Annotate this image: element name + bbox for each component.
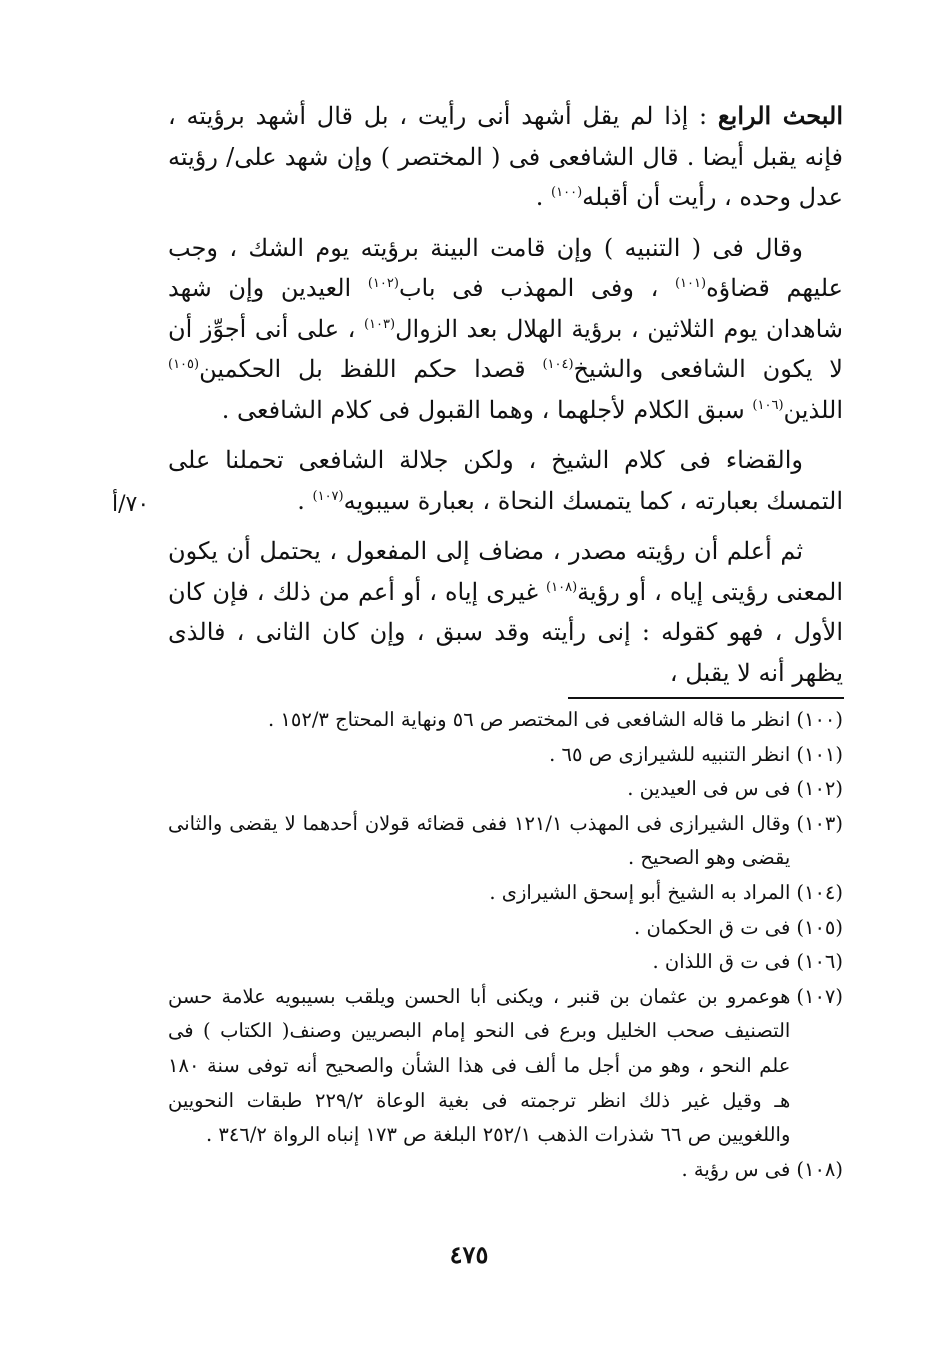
text-segment: قصدا حكم اللفظ بل الحكمين xyxy=(199,355,543,383)
footnote-text: وقال الشيرازى فى المهذب ١٢١/١ ففى قضائه قولان أحدهما لا يقضى والثانى يقضى وهو الصحيح . xyxy=(168,811,791,870)
footnote-ref[interactable]: (١٠١) xyxy=(674,276,707,291)
footnote-text: فى ت ق الحكمان . xyxy=(634,915,791,939)
section-heading: البحث الرابع xyxy=(717,101,843,130)
footnote-text: فى س رؤية . xyxy=(681,1157,791,1181)
main-text xyxy=(168,96,843,703)
footnote-text: المراد به الشيخ أبو إسحق الشيرازى . xyxy=(489,880,791,904)
footnote-item xyxy=(168,911,843,946)
paragraph-1 xyxy=(168,96,843,218)
footnote-item xyxy=(168,703,843,738)
paragraph-2 xyxy=(168,228,843,431)
footnote-ref[interactable]: (١٠٤) xyxy=(542,357,574,372)
text-segment: اللذين xyxy=(783,395,843,424)
text-segment: سبق الكلام لأجلهما ، وهما القبول فى كلام الشافعى . xyxy=(221,395,753,424)
footnote-ref[interactable]: (١٠٣) xyxy=(363,316,396,332)
page-number: ٤٧٥ xyxy=(449,1240,489,1269)
footnote-text: انظر التنبيه للشيرازى ص ٦٥ . xyxy=(549,742,791,766)
footnote-ref[interactable]: (١٠٠) xyxy=(551,185,583,200)
text-segment: وقال فى ( التنبيه ) وإن قامت البينة برؤيته يوم الشك ، وجب عليهم قضاؤه xyxy=(168,233,843,302)
text-segment: ، وفى المهذب فى باب xyxy=(398,274,675,302)
footnote-number: (١٠١) xyxy=(796,742,843,766)
footnote-item xyxy=(168,807,843,876)
text-segment: غيرى إياه ، أو أعم من ذلك ، فإن كان الأول ، فهو كقوله : إنى رأيته وقد سبق ، وإن كان الثانى ، فالذى يظهر أنه لا يقبل ، xyxy=(168,577,843,687)
footnote-number: (١٠٦) xyxy=(796,950,843,974)
footnote-number: (١٠٥) xyxy=(796,915,843,939)
text-segment: . xyxy=(535,183,552,211)
footnote-number: (١٠٤) xyxy=(796,880,843,904)
footnote-text: فى ت ق اللذان . xyxy=(652,950,791,974)
footnote-number: (١٠٢) xyxy=(796,777,843,801)
footnote-item xyxy=(168,980,843,1153)
footnote-item xyxy=(168,945,843,980)
folio-margin-note: ٧٠/أ xyxy=(112,492,150,517)
footnote-number: (١٠٣) xyxy=(796,811,843,835)
footnote-item xyxy=(168,738,843,773)
footnote-item xyxy=(168,876,843,911)
footnote-item xyxy=(168,772,843,807)
footnote-ref[interactable]: (١٠٢) xyxy=(367,276,399,291)
paragraph-3 xyxy=(168,440,843,521)
footnote-number: (١٠٨) xyxy=(796,1157,843,1181)
footnote-text: فى س فى العيدين . xyxy=(627,777,791,801)
footnote-ref[interactable]: (١٠٨) xyxy=(546,579,578,595)
text-segment: والقضاء فى كلام الشيخ ، ولكن جلالة الشافعى تحملنا على التمسك بعبارته ، كما يتمسك النحاة ، بعبارة سيبويه xyxy=(168,446,843,515)
footnote-ref[interactable]: (١٠٧) xyxy=(312,488,344,504)
text-segment: العيدين وإن شهد شاهدان يوم الثلاثين ، برؤية الهلال بعد الزوال xyxy=(168,274,844,343)
footnote-ref[interactable]: (١٠٥) xyxy=(168,357,200,372)
footnote-number: (١٠٧) xyxy=(796,984,843,1008)
text-segment: ثم أعلم أن رؤيته مصدر ، مضاف إلى المفعول ، يحتمل أن يكون المعنى رؤيتى إياه ، أو رؤية xyxy=(168,537,843,606)
footnote-item xyxy=(168,1153,843,1188)
footnotes xyxy=(168,703,843,1187)
footnote-number: (١٠٠) xyxy=(796,708,843,731)
footnote-text: هوعمرو بن عثمان بن قنبر ، ويكنى أبا الحسن ويلقب بسيبويه علامة حسن التصنيف صحب الخليل وبرع فى النحو إمام البصريين وصنف( الكتاب ) فى علم النحو ، وهو من أجل ما ألف فى هذا الشأن والصحيح أنه توفى سنة ١٨٠ هـ وقيل غير ذلك انظر ترجمته فى بغية الوعاة ٢٢٩/٢ طبقات النحويين واللغويين ص ٦٦ شذرات الذهب ٢٥٢/١ البلغة ص ١٧٣ إنباه الرواة ٣٤٦/٢ . xyxy=(168,984,791,1147)
footnote-separator xyxy=(568,697,844,699)
paragraph-4 xyxy=(168,531,843,693)
text-segment: : إذا لم يقل أشهد أنى رأيت ، بل قال أشهد برؤيته ، فإنه يقبل أيضا . قال الشافعى فى ( المختصر ) وإن شهد على/ رؤيته عدل وحده ، رأيت أن أقبله xyxy=(168,102,843,211)
text-segment: ، على أنى أجوِّز أن لا يكون الشافعى والشيخ xyxy=(168,314,843,383)
footnote-text: انظر ما قاله الشافعى فى المختصر ص ٥٦ ونهاية المحتاج ١٥٢/٣ . xyxy=(268,708,791,731)
text-segment: . xyxy=(297,486,313,515)
footnote-ref[interactable]: (١٠٦) xyxy=(752,397,784,413)
